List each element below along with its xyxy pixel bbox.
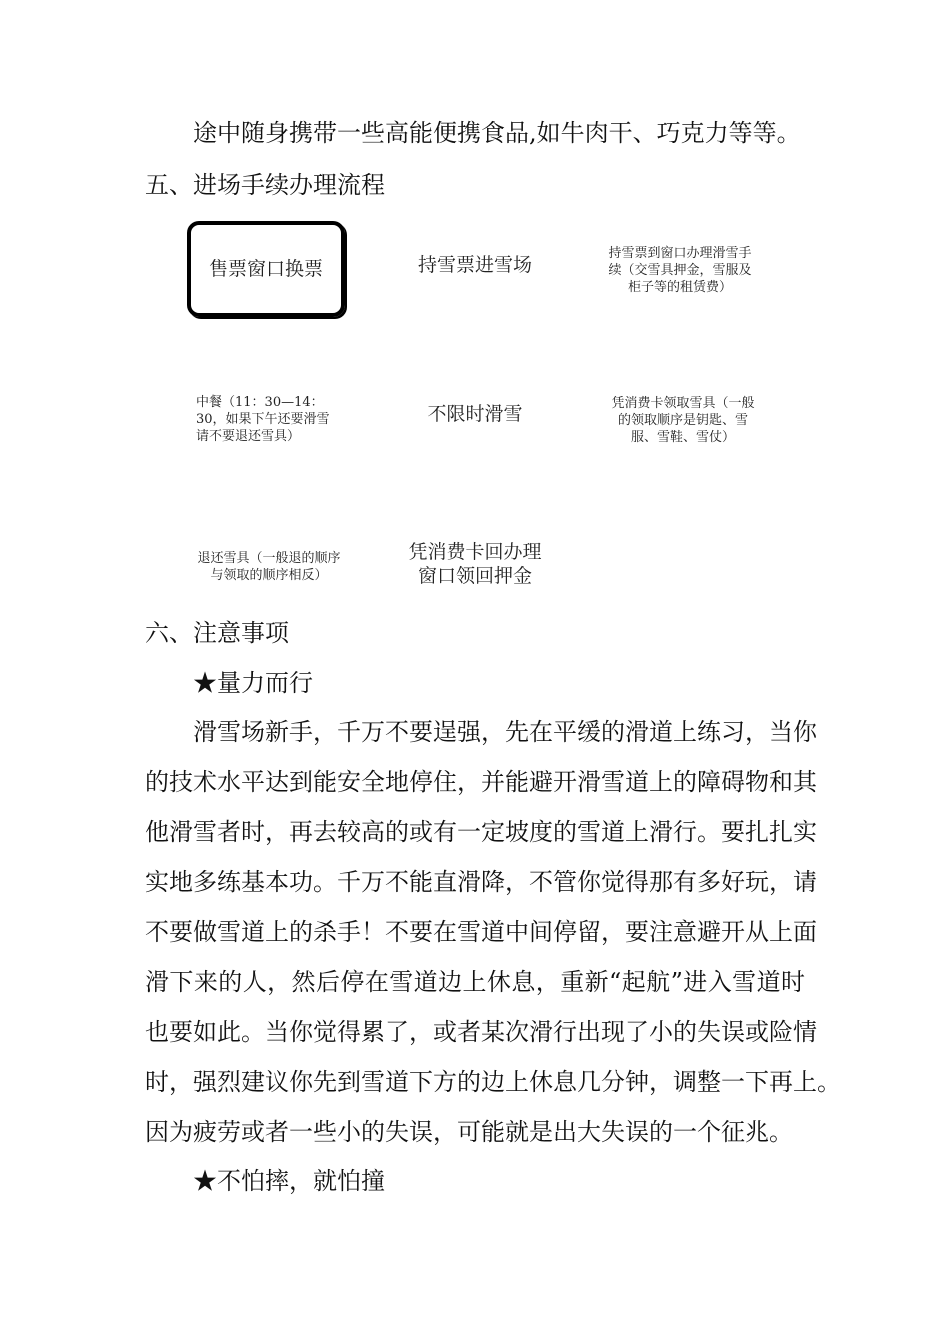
tip-1-title: ★量力而行 <box>193 669 313 697</box>
flow-step-deposit-refund <box>408 528 542 600</box>
tip-1-line: 不要做雪道上的杀手！不要在雪道中间停留，要注意避开从上面 <box>145 918 817 946</box>
flow-step-exchange-ticket <box>187 221 345 317</box>
tip-1-line: 实地多练基本功。千万不能直滑降，不管你觉得那有多好玩，请 <box>145 868 817 896</box>
flow-step-collect-gear <box>610 384 756 456</box>
flow-step-label: 退还雪具（一般退的顺序与领取的顺序相反） <box>197 551 341 583</box>
section-6-heading: 六、注意事项 <box>145 619 289 647</box>
flow-step-label: 持雪票到窗口办理滑雪手续（交雪具押金，雪服及柜子等的租赁费） <box>608 245 752 295</box>
flow-step-ski-procedures <box>608 234 752 306</box>
flow-step-label: 售票窗口换票 <box>208 258 323 280</box>
tip-2-title: ★不怕摔，就怕撞 <box>193 1167 385 1195</box>
intro-line: 途中随身携带一些高能便携食品,如牛肉干、巧克力等等。 <box>193 119 801 147</box>
tip-1-line: 他滑雪者时，再去较高的或有一定坡度的雪道上滑行。要扎扎实 <box>145 818 817 846</box>
flow-step-label: 凭消费卡回办理窗口领回押金 <box>408 541 542 587</box>
flow-step-label: 持雪票进雪场 <box>417 254 532 276</box>
tip-1-line: 滑下来的人，然后停在雪道边上休息，重新“起航”进入雪道时 <box>145 968 805 996</box>
tip-1-line: 滑雪场新手，千万不要逞强，先在平缓的滑道上练习，当你 <box>193 718 817 746</box>
flow-step-enter-ski-field <box>400 240 550 290</box>
flow-step-unlimited-skiing <box>400 392 550 436</box>
tip-1-line: 也要如此。当你觉得累了，或者某次滑行出现了小的失误或险情 <box>145 1018 817 1046</box>
tip-1-line: 时，强烈建议你先到雪道下方的边上休息几分钟，调整一下再上。 <box>145 1068 841 1096</box>
flow-step-return-gear <box>196 540 342 594</box>
section-5-heading: 五、进场手续办理流程 <box>145 171 385 199</box>
flow-step-lunch <box>196 393 342 445</box>
flow-step-label: 不限时滑雪 <box>427 403 523 425</box>
tip-1-line: 的技术水平达到能安全地停住，并能避开滑雪道上的障碍物和其 <box>145 768 817 796</box>
tip-1-line: 因为疲劳或者一些小的失误，可能就是出大失误的一个征兆。 <box>145 1118 793 1146</box>
flow-step-label: 中餐（11：30—14：30，如果下午还要滑雪请不要退还雪具） <box>196 394 330 444</box>
flow-step-label: 凭消费卡领取雪具（一般的领取顺序是钥匙、雪服、雪鞋、雪仗） <box>611 395 755 445</box>
